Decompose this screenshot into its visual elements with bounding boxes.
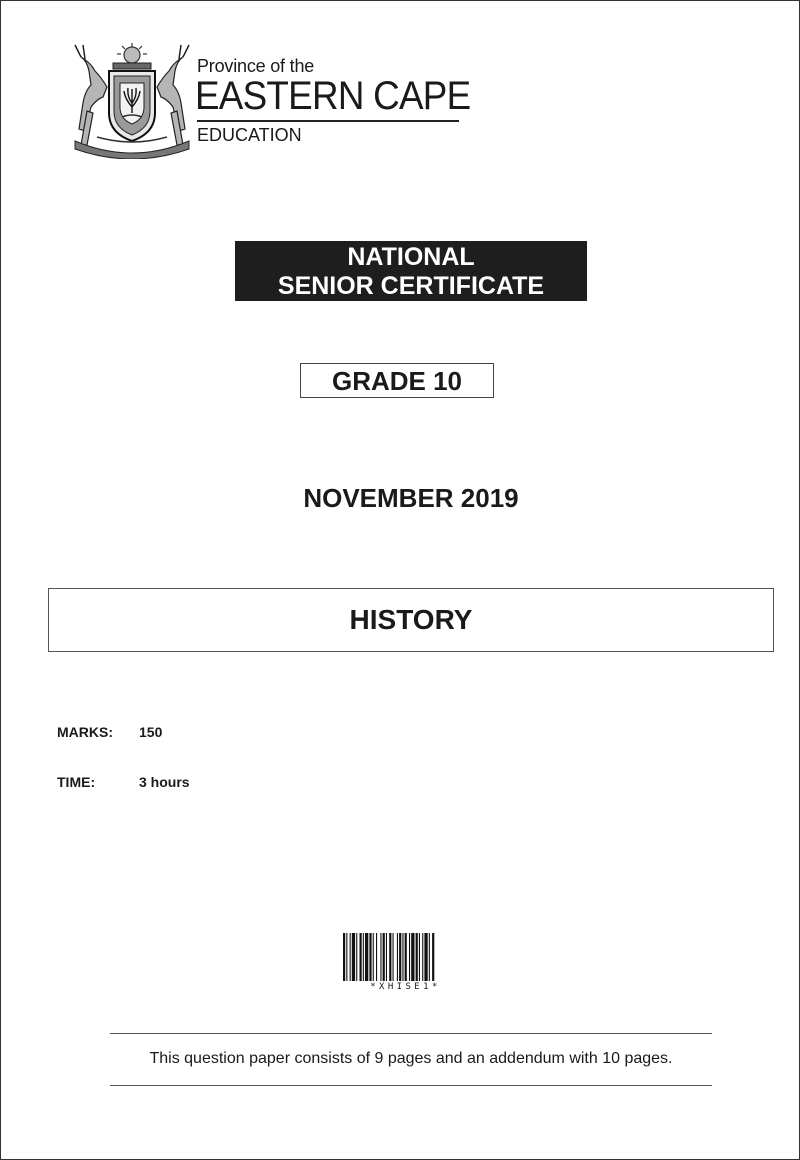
logo-divider (197, 120, 459, 122)
banner-line-1: NATIONAL (347, 243, 475, 271)
footer-rule-bottom (110, 1085, 712, 1086)
banner-line-2: SENIOR CERTIFICATE (277, 272, 545, 300)
page-count-note: This question paper consists of 9 pages and an addendum with 10 pages. (149, 1050, 673, 1067)
time-value: 3 hours (139, 774, 190, 790)
coat-of-arms-icon (67, 41, 197, 159)
barcode-icon (343, 933, 468, 981)
logo-education-text: EDUCATION (197, 125, 302, 145)
time-label: TIME: (57, 774, 96, 790)
marks-value: 150 (139, 724, 163, 740)
exam-date: NOVEMBER 2019 (303, 483, 519, 513)
grade-box: GRADE 10 (300, 363, 494, 398)
logo-province-text: Province of the (197, 56, 315, 76)
marks-label: MARKS: (57, 724, 113, 740)
subject-title: HISTORY (48, 588, 774, 652)
logo-eastern-cape-text: EASTERN CAPE (195, 74, 471, 118)
barcode-text: *XHISE1* (370, 982, 441, 992)
footer-rule-top (110, 1033, 712, 1034)
certificate-banner (235, 241, 587, 301)
